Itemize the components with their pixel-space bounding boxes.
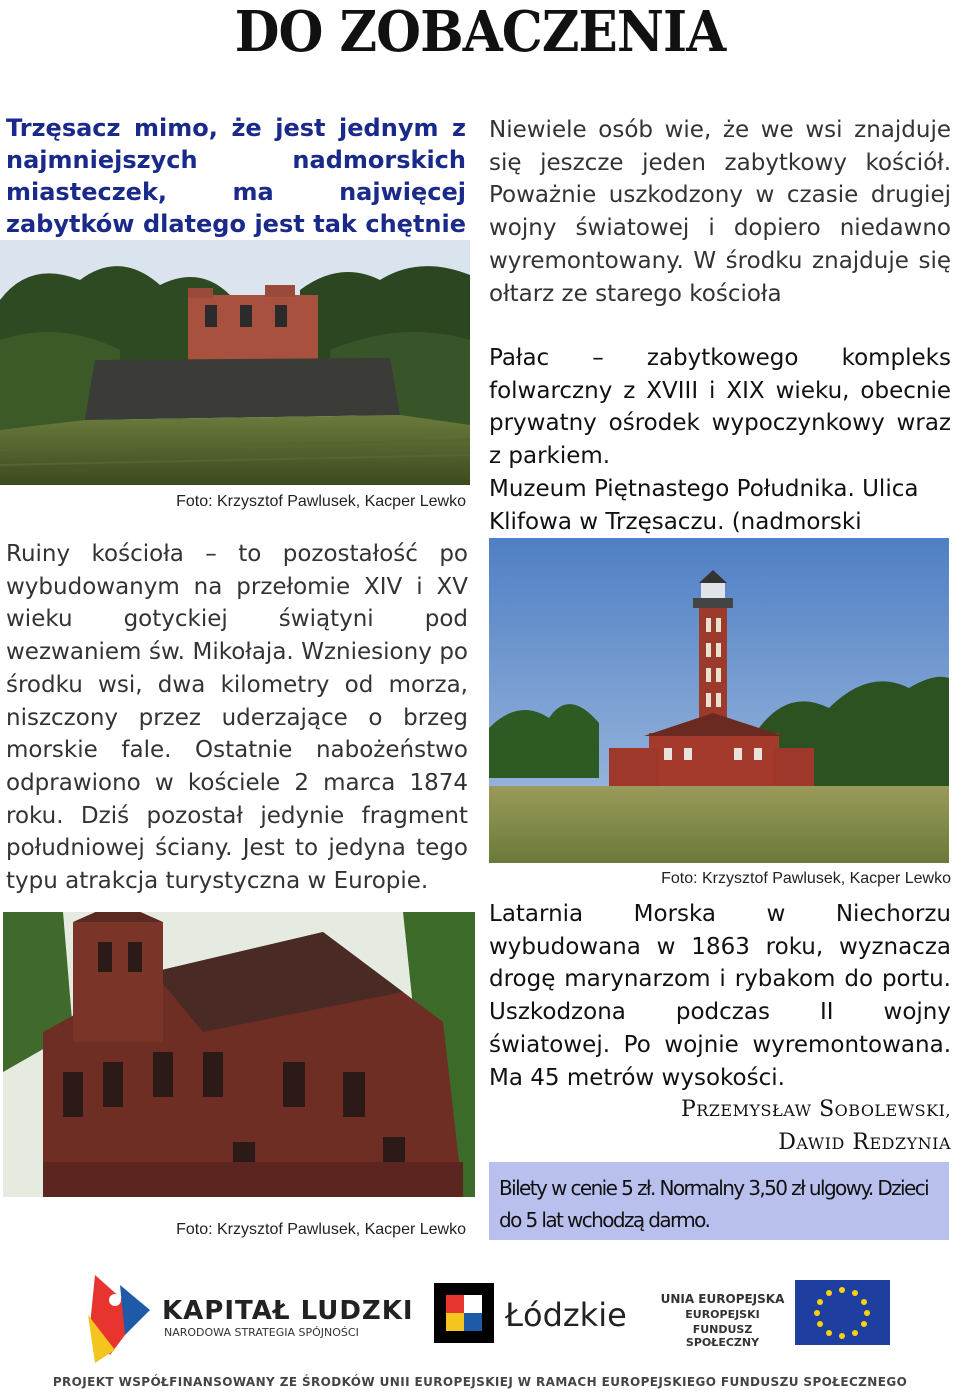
museum-text: Muzeum Piętnastego Południka. Ulica Klifowa w Trzęsaczu. (nadmorski <box>489 476 919 535</box>
ruins-text: Ruiny kościoła – to pozostałość po wybudowanym na przełomie XIV i XV wieku gotyckiej świątyni pod wezwaniem św. Mikołaja. Wzniesiony po środku wsi, dwa kilometry od morza, niszczony przez uderzające o brzeg morskie fale. Ostatnie nabożeństwo odprawiono w kościele 2 marca 1874 roku. Dziś pozostał jedynie fragment południowej ściany. Jest to jedyna tego typu atrakcja turystyczna w Europie. <box>6 541 468 895</box>
photo-caption: Foto: Krzysztof Pawlusek, Kacper Lewko <box>661 870 951 887</box>
lodzkie-label: Łódzkie <box>505 1296 627 1334</box>
lighthouse-text: Latarnia Morska w Niechorzu wybudowana w 1863 roku, wyznacza drogę marynarzom i rybakom do portu. Uszkodzona podczas II wojny światowej. Po wojnie wyremontowana. Ma 45 metrów wysokości. <box>489 901 951 1091</box>
author-1: PRZEMYSŁAW SOBOLEWSKI, <box>680 1097 951 1122</box>
ruins-photo <box>0 240 470 485</box>
church-photo <box>3 912 475 1197</box>
kapital-ludzki-label: KAPITAŁ LUDZKI <box>162 1296 414 1326</box>
ticket-text: Bilety w cenie 5 zł. Normalny 3,50 zł ulgowy. Dzieci do 5 lat wchodzą darmo. <box>499 1176 929 1232</box>
lodzkie-logo <box>434 1283 494 1343</box>
eu-flag <box>795 1280 890 1345</box>
church-text: Niewiele osób wie, że we wsi znajduje się jeszcze jeden zabytkowy kościół. Poważnie uszkodzony w czasie drugiej wojny światowej i dopiero niedawno wyremontowany. W środku znajduje się ołtarz ze starego kościoła <box>489 117 951 307</box>
intro-lead: Trzęsacz mimo, że jest jednym z najmniejszych nadmorskich miasteczek, ma najwięcej zabytków dlatego jest tak chętnie <box>6 114 466 238</box>
page-title: DO ZOBACZENIA <box>234 0 726 65</box>
eu-line-1: UNIA EUROPEJSKA <box>660 1292 785 1306</box>
author-2: DAWID REDZYNIA <box>778 1130 951 1155</box>
photo-caption: Foto: Krzysztof Pawlusek, Kacper Lewko <box>176 493 466 510</box>
palace-text: Pałac – zabytkowego kompleks folwarczny z XVIII i XIX wieku, obecnie prywatny ośrodek wypoczynkowy wraz z parkiem. <box>489 345 951 470</box>
eu-line-2: EUROPEJSKI <box>685 1308 760 1321</box>
kapital-ludzki-sub: NARODOWA STRATEGIA SPÓJNOŚCI <box>164 1326 359 1339</box>
ticket-info-box <box>489 1162 949 1240</box>
photo-caption: Foto: Krzysztof Pawlusek, Kacper Lewko <box>176 1221 466 1238</box>
lighthouse-photo <box>489 538 949 863</box>
eu-line-3: FUNDUSZ SPOŁECZNY <box>685 1323 760 1349</box>
footer-funding-text: PROJEKT WSPÓŁFINANSOWANY ZE ŚRODKÓW UNII EUROPEJSKIEJ W RAMACH EUROPEJSKIEGO FUNDUSZU SPOŁECZNEGO <box>52 1375 908 1389</box>
